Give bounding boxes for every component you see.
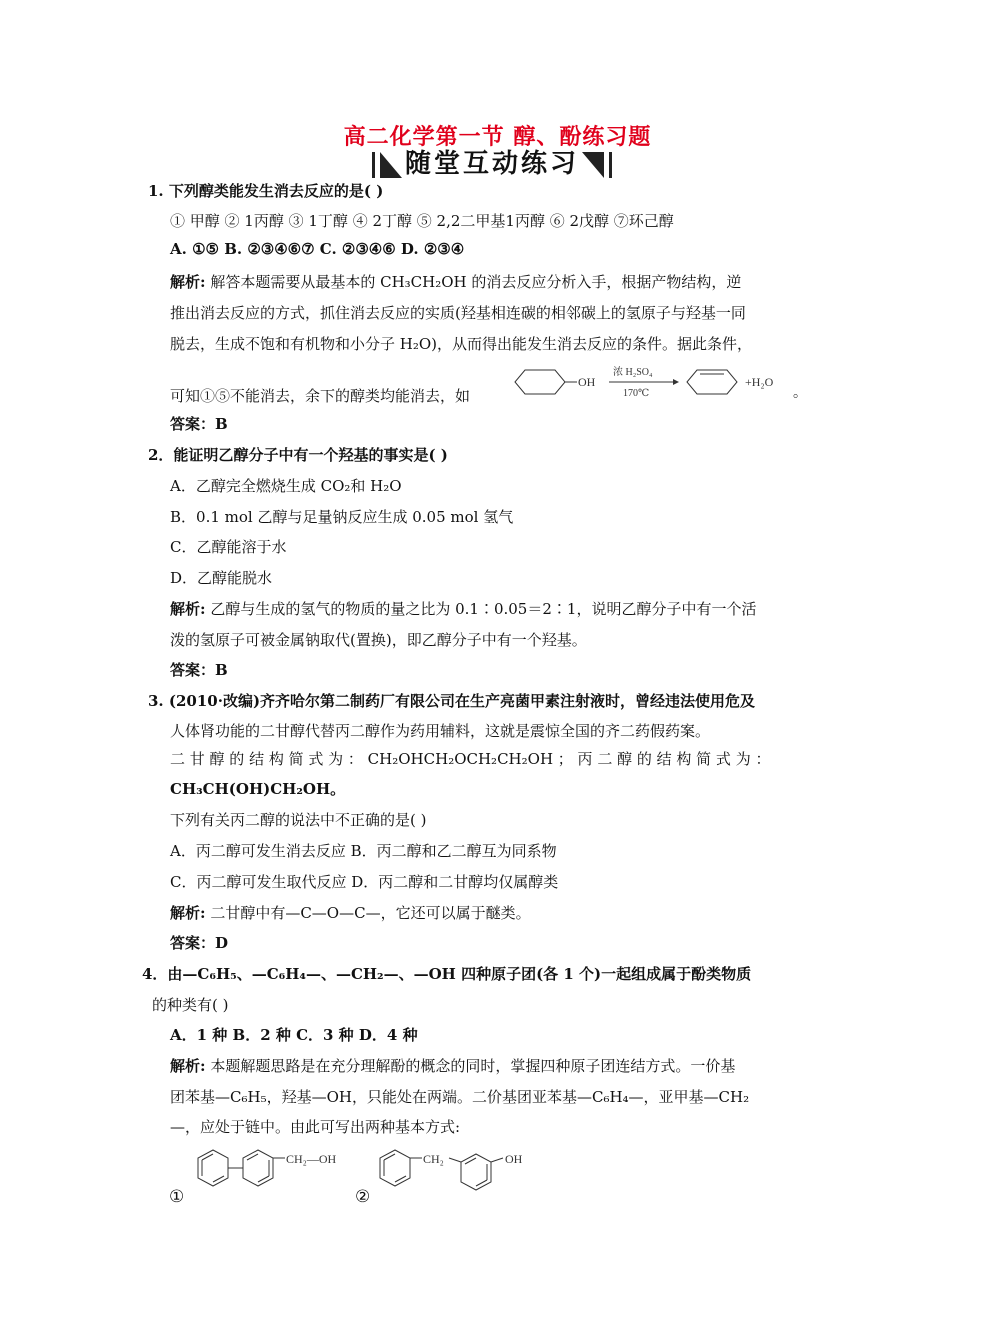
q1-items: ① 甲醇 ② 1丙醇 ③ 1丁醇 ④ 2丁醇 ⑤ 2,2二甲基1丙醇 ⑥ 2戊醇 ⑦环己醇 [170, 212, 674, 230]
q3-stem-line1: 3. (2010·改编)齐齐哈尔第二制药厂有限公司在生产亮菌甲素注射液时，曾经违法使用危及 [148, 692, 756, 710]
page-title: 高二化学第一节 醇、酚练习题 [343, 124, 652, 150]
reaction-arrow-head [673, 379, 679, 385]
q2-option-a: A．乙醇完全燃烧生成 CO₂和 H₂O [170, 477, 402, 495]
q1-eq-end: 。 [793, 386, 807, 401]
structure2-label: ② [355, 1187, 371, 1206]
cyclohexanol-ring [515, 370, 565, 394]
q2-answer: 答案：B [170, 661, 228, 679]
q4-options: A．1 种 B．2 种 C．3 种 D．4 种 [170, 1026, 418, 1044]
q2-option-b: B．0.1 mol 乙醇与足量钠反应生成 0.05 mol 氢气 [170, 508, 514, 526]
q3-options-ab: A．丙二醇可发生消去反应 B．丙二醇和乙二醇互为同系物 [170, 842, 557, 860]
q2-analysis-line1: 乙醇与生成的氢气的物质的量之比为 0.1∶0.05＝2∶1，说明乙醇分子中有一个活 [210, 600, 757, 618]
q1-eq-reagent: 浓 H₂SO₄ [613, 367, 653, 378]
q3-analysis-line1: 二甘醇中有—C—O—C—，它还可以属于醚类。 [210, 904, 531, 922]
section-banner [372, 146, 612, 182]
q1-analysis-line1: 解答本题需要从最基本的 CH₃CH₂OH 的消去反应分析入手，根据产物结构，逆 [210, 273, 742, 291]
q2-analysis-line2: 泼的氢原子可被金属钠取代(置换)，即乙醇分子中有一个羟基。 [170, 631, 587, 649]
q3-stem-line2: 人体肾功能的二甘醇代替丙二醇作为药用辅料，这就是震惊全国的齐二药假药案。 [170, 722, 711, 740]
q1-options: A. ①⑤ B. ②③④⑥⑦ C. ②③④⑥ D. ②③④ [170, 240, 465, 258]
q4-analysis-line2: 团苯基—C₆H₅，羟基—OH，只能处在两端。二价基团亚苯基—C₆H₄—，亚甲基—CH₂ [170, 1088, 750, 1106]
q4-analysis-label: 解析: [170, 1057, 206, 1075]
q4-analysis-line3: —，应处于链中。由此可写出两种基本方式: [170, 1118, 461, 1136]
structure1-label: ① [169, 1187, 185, 1206]
q2-analysis-label: 解析: [170, 600, 206, 618]
structure1-group: CH₂—OH [286, 1152, 337, 1166]
q4-analysis-line1: 本题解题思路是在充分理解酚的概念的同时，掌握四种原子团连结方式。一价基 [210, 1057, 736, 1075]
q1-analysis-line3: 脱去，生成不饱和有机物和小分子 H₂O)，从而得出能发生消去反应的条件。据此条件， [170, 335, 753, 353]
q2-option-c: C．乙醇能溶于水 [170, 538, 287, 556]
q1-eq-oh: OH [578, 375, 596, 389]
structure2-benzene-ring-a [380, 1150, 410, 1186]
structure1-benzene-ring-a [198, 1150, 228, 1186]
q1-eq-temp: 170℃ [623, 388, 650, 399]
q3-options-cd: C．丙二醇可发生取代反应 D．丙二醇和二甘醇均仅属醇类 [170, 873, 559, 891]
q2-stem: 2．能证明乙醇分子中有一个羟基的事实是( ) [148, 446, 448, 464]
q4-structures [165, 1138, 565, 1210]
q4-stem-line2: 的种类有( ) [152, 996, 229, 1014]
q1-answer: 答案：B [170, 415, 228, 433]
q1-analysis-line4: 可知①⑤不能消去，余下的醇类均能消去，如 [170, 387, 471, 405]
q3-stem-line5: 下列有关丙二醇的说法中不正确的是( ) [170, 811, 427, 829]
q4-stem-line1: 4．由—C₆H₅、—C₆H₄—、—CH₂—、—OH 四种原子团(各 1 个)一起组成属于酚类物质 [142, 965, 752, 983]
q3-answer: 答案：D [170, 934, 229, 952]
q1-stem: 1. 下列醇类能发生消去反应的是( ) [148, 182, 384, 200]
q1-analysis-line2: 推出消去反应的方式，抓住消去反应的实质(羟基相连碳的相邻碳上的氢原子与羟基一同 [170, 304, 746, 322]
banner-label: 随堂互动练习 [404, 149, 579, 179]
structure2-benzene-ring-b [461, 1154, 491, 1190]
q1-analysis-label: 解析: [170, 273, 206, 291]
structure2-ch2: CH₂ [423, 1152, 444, 1166]
q1-reaction-equation [505, 362, 805, 402]
structure2-oh: OH [505, 1152, 523, 1166]
q2-option-d: D．乙醇能脱水 [170, 569, 273, 587]
q1-eq-h2o: +H₂O [745, 375, 774, 389]
q3-stem-line3: 二 甘 醇 的 结 构 简 式 为 ： CH₂OHCH₂OCH₂CH₂OH ； 丙 二 醇 的 结 构 简 式 为 ： [170, 750, 771, 768]
structure1-benzene-ring-b [243, 1150, 273, 1186]
q3-analysis-label: 解析: [170, 904, 206, 922]
q3-stem-line4: CH₃CH(OH)CH₂OH。 [170, 780, 346, 798]
